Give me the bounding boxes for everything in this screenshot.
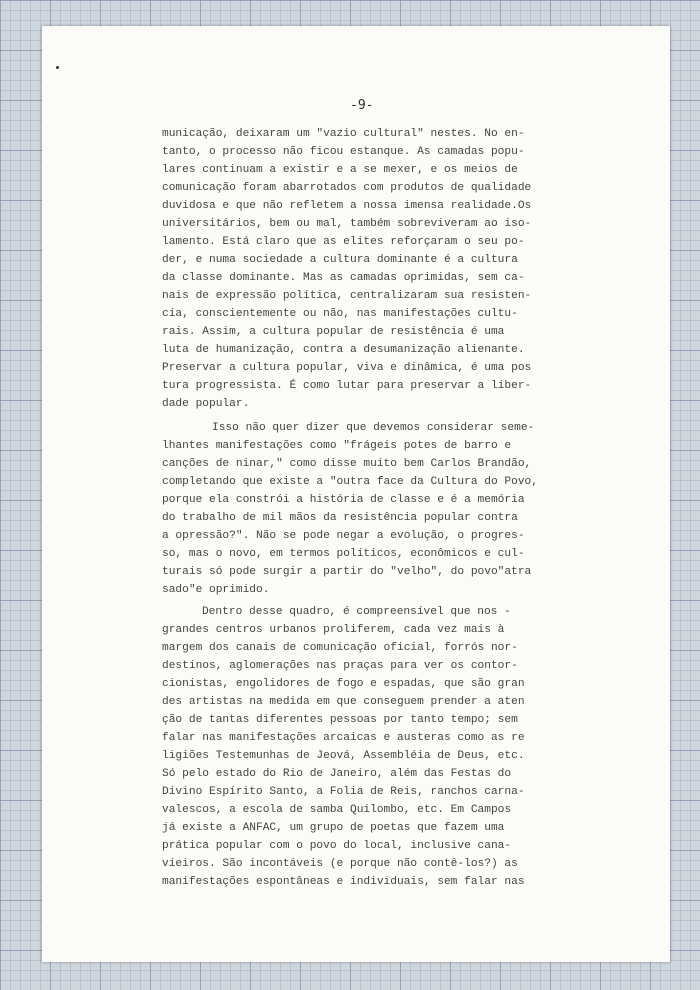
text-line: lhantes manifestações como "frágeis potes de barro e bbox=[162, 440, 512, 452]
text-line: rais. Assim, a cultura popular de resistência é uma bbox=[162, 326, 505, 338]
text-line: Divino Espírito Santo, a Folia de Reis, ranchos carna- bbox=[162, 786, 525, 798]
text-line: nais de expressão política, centralizaram sua resisten- bbox=[162, 290, 532, 302]
text-line: já existe a ANFAC, um grupo de poetas que fazem uma bbox=[162, 822, 505, 834]
page-number: -9- bbox=[350, 98, 374, 113]
text-line: prática popular com o povo do local, inclusive cana- bbox=[162, 840, 512, 852]
paper-mark bbox=[56, 66, 59, 69]
text-line: canções de ninar," como disse muito bem Carlos Brandão, bbox=[162, 458, 532, 470]
text-line: der, e numa sociedade a cultura dominante é a cultura bbox=[162, 254, 518, 266]
text-line: universitários, bem ou mal, também sobreviveram ao iso- bbox=[162, 218, 532, 230]
text-line: grandes centros urbanos proliferem, cada vez mais à bbox=[162, 624, 505, 636]
text-line: comunicação foram abarrotados com produtos de qualidade bbox=[162, 182, 532, 194]
text-line: cia, conscientemente ou não, nas manifestações cultu- bbox=[162, 308, 518, 320]
text-line: porque ela constrói a história de classe e é a memória bbox=[162, 494, 525, 506]
text-line: sado"e oprimido. bbox=[162, 584, 270, 596]
text-line: ligiões Testemunhas de Jeová, Assembléia de Deus, etc. bbox=[162, 750, 525, 762]
text-line: lares continuam a existir e a se mexer, e os meios de bbox=[162, 164, 518, 176]
text-line: duvidosa e que não refletem a nossa imensa realidade.Os bbox=[162, 200, 532, 212]
text-line: municação, deixaram um "vazio cultural" nestes. No en- bbox=[162, 128, 525, 140]
text-line: destinos, aglomerações nas praças para ver os contor- bbox=[162, 660, 518, 672]
text-line: da classe dominante. Mas as camadas oprimidas, sem ca- bbox=[162, 272, 525, 284]
text-line: luta de humanização, contra a desumanização alienante. bbox=[162, 344, 525, 356]
text-line: completando que existe a "outra face da Cultura do Povo, bbox=[162, 476, 538, 488]
text-line: Preservar a cultura popular, viva e dinâmica, é uma pos bbox=[162, 362, 532, 374]
text-line: cionistas, engolidores de fogo e espadas, que são gran bbox=[162, 678, 525, 690]
text-line: margem dos canais de comunicação oficial, forrós nor- bbox=[162, 642, 518, 654]
text-line: manifestações espontâneas e individuais, sem falar nas bbox=[162, 876, 525, 888]
text-line: valescos, a escola de samba Quilombo, etc. Em Campos bbox=[162, 804, 512, 816]
text-line: do trabalho de mil mãos da resistência popular contra bbox=[162, 512, 518, 524]
text-line: a opressão?". Não se pode negar a evolução, o progres- bbox=[162, 530, 525, 542]
text-line: tanto, o processo não ficou estanque. As camadas popu- bbox=[162, 146, 525, 158]
paper-sheet bbox=[42, 26, 670, 962]
text-line: Só pelo estado do Rio de Janeiro, além das Festas do bbox=[162, 768, 512, 780]
text-line: vieiros. São incontáveis (e porque não contê-los?) as bbox=[162, 858, 518, 870]
text-line: Isso não quer dizer que devemos considerar seme- bbox=[212, 422, 535, 434]
text-line: falar nas manifestações arcaicas e austeras como as re bbox=[162, 732, 525, 744]
text-line: tura progressista. É como lutar para preservar a liber- bbox=[162, 380, 532, 392]
text-line: des artistas na medida em que conseguem prender a aten bbox=[162, 696, 525, 708]
text-line: dade popular. bbox=[162, 398, 250, 410]
text-line: Dentro desse quadro, é compreensível que nos - bbox=[202, 606, 511, 618]
text-line: so, mas o novo, em termos políticos, econômicos e cul- bbox=[162, 548, 525, 560]
text-line: ção de tantas diferentes pessoas por tanto tempo; sem bbox=[162, 714, 518, 726]
text-line: lamento. Está claro que as elites reforçaram o seu po- bbox=[162, 236, 525, 248]
text-line: turais só pode surgir a partir do "velho", do povo"atra bbox=[162, 566, 532, 578]
